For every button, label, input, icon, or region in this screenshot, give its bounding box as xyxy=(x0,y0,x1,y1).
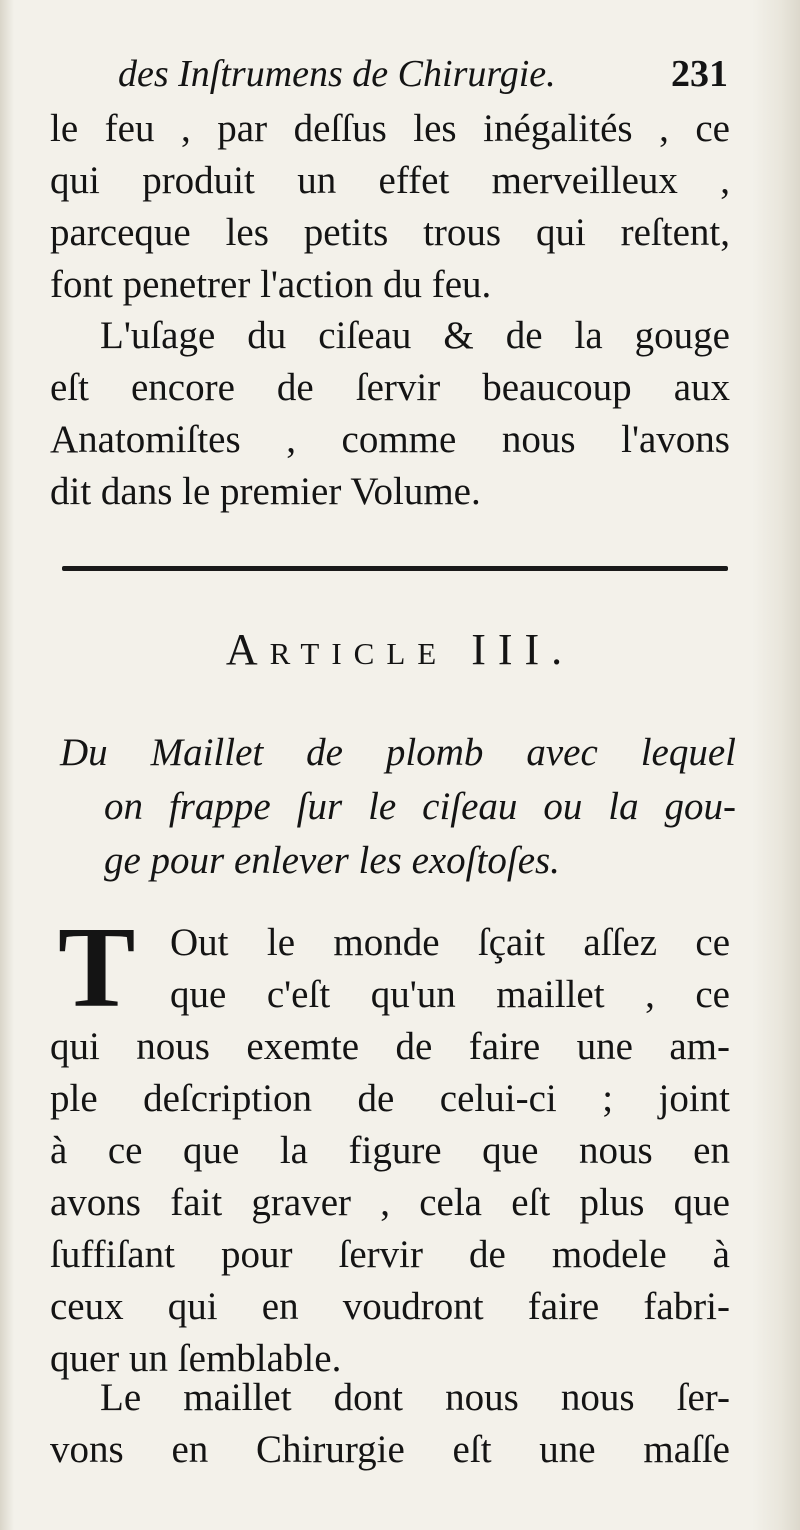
text-line: Anatomiſtes , comme nous l'avons xyxy=(50,418,730,461)
drop-cap: T xyxy=(58,904,136,1032)
paragraph-3 xyxy=(50,904,730,1385)
text-line: Out le monde ſçait aſſez ce xyxy=(170,921,730,964)
page-number: 231 xyxy=(671,53,728,95)
text-line: qui produit un effet merveilleux , xyxy=(50,159,730,202)
section-rule xyxy=(62,566,728,571)
text-line: font penetrer l'action du feu. xyxy=(50,263,492,306)
text-line: vons en Chirurgie eſt une maſſe xyxy=(50,1428,730,1471)
text-line: eſt encore de ſervir beaucoup aux xyxy=(50,366,730,409)
text-line: L'uſage du ciſeau & de la gouge xyxy=(100,314,730,357)
text-line: à ce que la figure que nous en xyxy=(50,1129,730,1172)
article-subtitle xyxy=(60,726,736,888)
text-line: que c'eſt qu'un maillet , ce xyxy=(170,973,730,1016)
text-line: qui nous exemte de faire une am- xyxy=(50,1025,730,1068)
text-line: quer un ſemblable. xyxy=(50,1337,342,1380)
paragraph-1 xyxy=(50,103,730,311)
running-head xyxy=(118,48,728,100)
text-line: dit dans le premier Volume. xyxy=(50,470,481,513)
article-heading: Article III. xyxy=(225,625,575,674)
paragraph-4 xyxy=(50,1372,730,1476)
text-line: ſuffiſant pour ſervir de modele à xyxy=(50,1233,730,1276)
text-line: parceque les petits trous qui reſtent, xyxy=(50,211,730,254)
text-line: ple deſcription de celui-ci ; joint xyxy=(50,1077,730,1120)
subtitle-line: ge pour enlever les exoſtoſes. xyxy=(104,839,560,882)
paragraph-2 xyxy=(50,310,730,518)
running-head-title: des Inſtrumens de Chirurgie. xyxy=(118,53,556,95)
gutter-shadow xyxy=(0,0,14,1530)
page-edge xyxy=(752,0,800,1530)
subtitle-line: on frappe ſur le ciſeau ou la gou- xyxy=(104,785,736,828)
text-line: avons fait graver , cela eſt plus que xyxy=(50,1181,730,1224)
text-line: Le maillet dont nous nous ſer- xyxy=(100,1376,730,1419)
subtitle-line: Du Maillet de plomb avec lequel xyxy=(60,731,736,774)
text-line: ceux qui en voudront faire fabri- xyxy=(50,1285,730,1328)
text-line: le feu , par deſſus les inégalités , ce xyxy=(50,107,730,150)
